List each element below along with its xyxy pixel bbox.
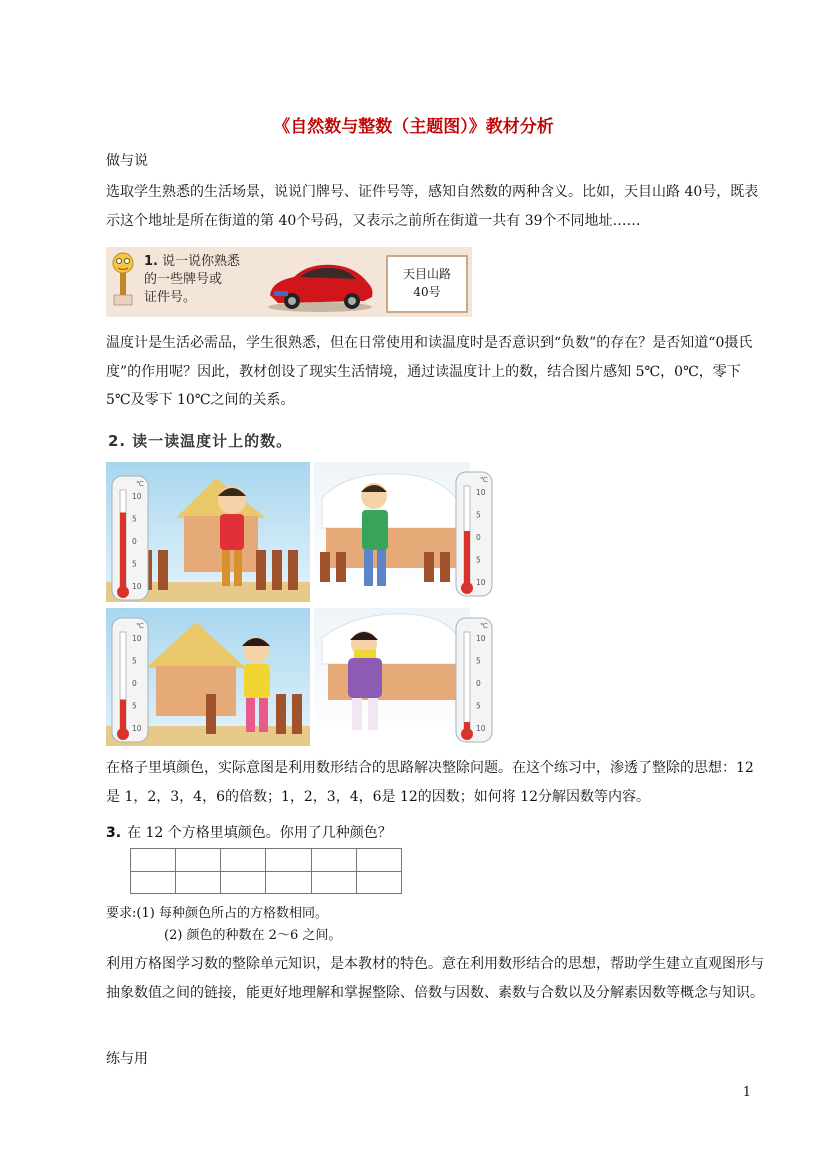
street-sign-number: 40号 <box>413 285 441 299</box>
thermometer-tick-label: 5 <box>132 559 137 569</box>
thermometer-tick-label: 10 <box>476 634 486 643</box>
figure-house-number <box>106 247 472 317</box>
thermometer-unit: ℃ <box>480 622 488 630</box>
street-sign-name: 天目山路 <box>402 267 451 281</box>
grid-cell[interactable] <box>311 871 356 894</box>
figure-thermometers <box>106 458 498 748</box>
thermometer-unit: ℃ <box>136 622 144 630</box>
thermometer-body <box>456 472 492 596</box>
page-number: 1 <box>742 1085 751 1100</box>
paragraph-text: 利用方格图学习数的整除单元知识，是本教材的特色。意在利用数形结合的思想，帮助学生建立直观图形与抽象数值之间的链接，能更好地理解和掌握整除、倍数与因数、素数与合数以及分解素因数等概念与知识。 <box>106 956 764 1001</box>
thermometer-tick-label: 5 <box>476 510 481 520</box>
grid-cell[interactable] <box>131 871 176 894</box>
thermometer-bulb <box>117 728 129 740</box>
thermometer-tick-label: 5 <box>132 656 137 666</box>
thermometer-tick-label: 0 <box>476 533 481 542</box>
paragraph-thermometer <box>106 329 766 415</box>
thermometer-tick-label: 10 <box>476 578 486 587</box>
mercury-level <box>120 700 126 733</box>
panel-snow-girl <box>314 608 470 746</box>
thermometer-bulb <box>117 586 129 598</box>
thermometer-tick-label: 5 <box>476 555 481 565</box>
thermometer-autumn-boy <box>112 476 148 600</box>
thermometer-bulb <box>461 728 473 740</box>
paragraph-text: 在格子里填颜色，实际意图是利用数形结合的思路解决整除问题。在这个练习中，渗透了整除的思想：12是 1，2，3，4，6的倍数；1，2，3，4，6是 12的因数；如何将 12分解因数等内容。 <box>106 760 754 805</box>
mascot-icon <box>108 249 138 309</box>
thermometer-tick-label: 0 <box>132 679 137 688</box>
thermometer-body <box>112 618 148 742</box>
paragraph-color-grid <box>106 754 766 811</box>
thermometer-snow-girl <box>456 618 492 742</box>
street-sign <box>386 255 468 313</box>
thermometer-tick-label: 0 <box>476 679 481 688</box>
grid-cell[interactable] <box>311 849 356 872</box>
grid-cell[interactable] <box>356 871 401 894</box>
thermometer-tick-label: 10 <box>476 724 486 733</box>
paragraph-text: 选取学生熟悉的生活场景，说说门牌号、证件号等，感知自然数的两种含义。比如，天目山路 40号，既表示这个地址是所在街道的第 40个号码，又表示之前所在街道一共有 39个不同地址…… <box>106 184 759 229</box>
exercise-3-question: 3. 在 12 个方格里填颜色。你用了几种颜色？ <box>106 825 392 841</box>
grid-cell[interactable] <box>221 849 266 872</box>
requirement-1: 要求:(1) 每种颜色所占的方格数相同。 <box>106 906 328 921</box>
thermometer-body <box>112 476 148 600</box>
requirement-2: (2) 颜色的种数在 2～6 之间。 <box>164 928 342 943</box>
mercury-level <box>464 531 470 586</box>
thermometer-tick-label: 5 <box>476 656 481 666</box>
thermometer-body <box>456 618 492 742</box>
thermometer-tick-label: 0 <box>132 537 137 546</box>
thermometer-tick-label: 10 <box>132 492 142 501</box>
grid-cell[interactable] <box>176 871 221 894</box>
document-title: 《自然数与整数（主题图）》教材分析 <box>273 117 554 137</box>
thermometer-tube <box>464 632 470 732</box>
exercise-1-line-3: 证件号。 <box>144 290 197 305</box>
exercise-2-caption: 2. 读一读温度计上的数。 <box>108 432 293 450</box>
thermometer-autumn-girl <box>112 618 148 742</box>
exercise-1-line-1: 1. 说一说你熟悉 <box>144 254 240 269</box>
thermometer-tick-label: 5 <box>132 701 137 711</box>
paragraph-text: 温度计是生活必需品，学生很熟悉，但在日常使用和读温度时是否意识到“负数”的存在？是否知道“0摄氏度”的作用呢？因此，教材创设了现实生活情境，通过读温度计上的数，结合图片感知 5℃，0℃，零下 5℃及零下 10℃之间的关系。 <box>106 335 753 408</box>
thermometer-snow-boy <box>456 472 492 596</box>
grid-cell[interactable] <box>221 871 266 894</box>
paragraph-feature <box>106 950 766 1007</box>
grid-cell[interactable] <box>266 849 311 872</box>
mercury-level <box>120 513 126 591</box>
twelve-square-grid <box>130 848 402 894</box>
thermometer-tick-label: 10 <box>132 634 142 643</box>
thermometer-bulb <box>461 582 473 594</box>
panel-snow-boy <box>314 462 470 602</box>
thermometer-tick-label: 10 <box>476 488 486 497</box>
thermometer-unit: ℃ <box>480 476 488 484</box>
exercise-1-line-2: 的一些牌号或 <box>144 272 223 287</box>
red-car-icon <box>264 251 376 313</box>
section-heading-practice: 练与用 <box>106 1051 148 1067</box>
figure-color-grid <box>106 822 406 944</box>
thermometer-tick-label: 10 <box>132 582 142 591</box>
grid-cell[interactable] <box>176 849 221 872</box>
exercise-1-prompt <box>144 253 254 307</box>
grid-cell[interactable] <box>356 849 401 872</box>
thermometer-tick-label: 10 <box>132 724 142 733</box>
grid-cell[interactable] <box>266 871 311 894</box>
thermometer-tick-label: 5 <box>132 514 137 524</box>
paragraph-natural-numbers <box>106 178 766 235</box>
thermometer-unit: ℃ <box>136 480 144 488</box>
thermometer-tick-label: 5 <box>476 701 481 711</box>
section-heading-do-and-say: 做与说 <box>106 153 148 169</box>
grid-cell[interactable] <box>131 849 176 872</box>
